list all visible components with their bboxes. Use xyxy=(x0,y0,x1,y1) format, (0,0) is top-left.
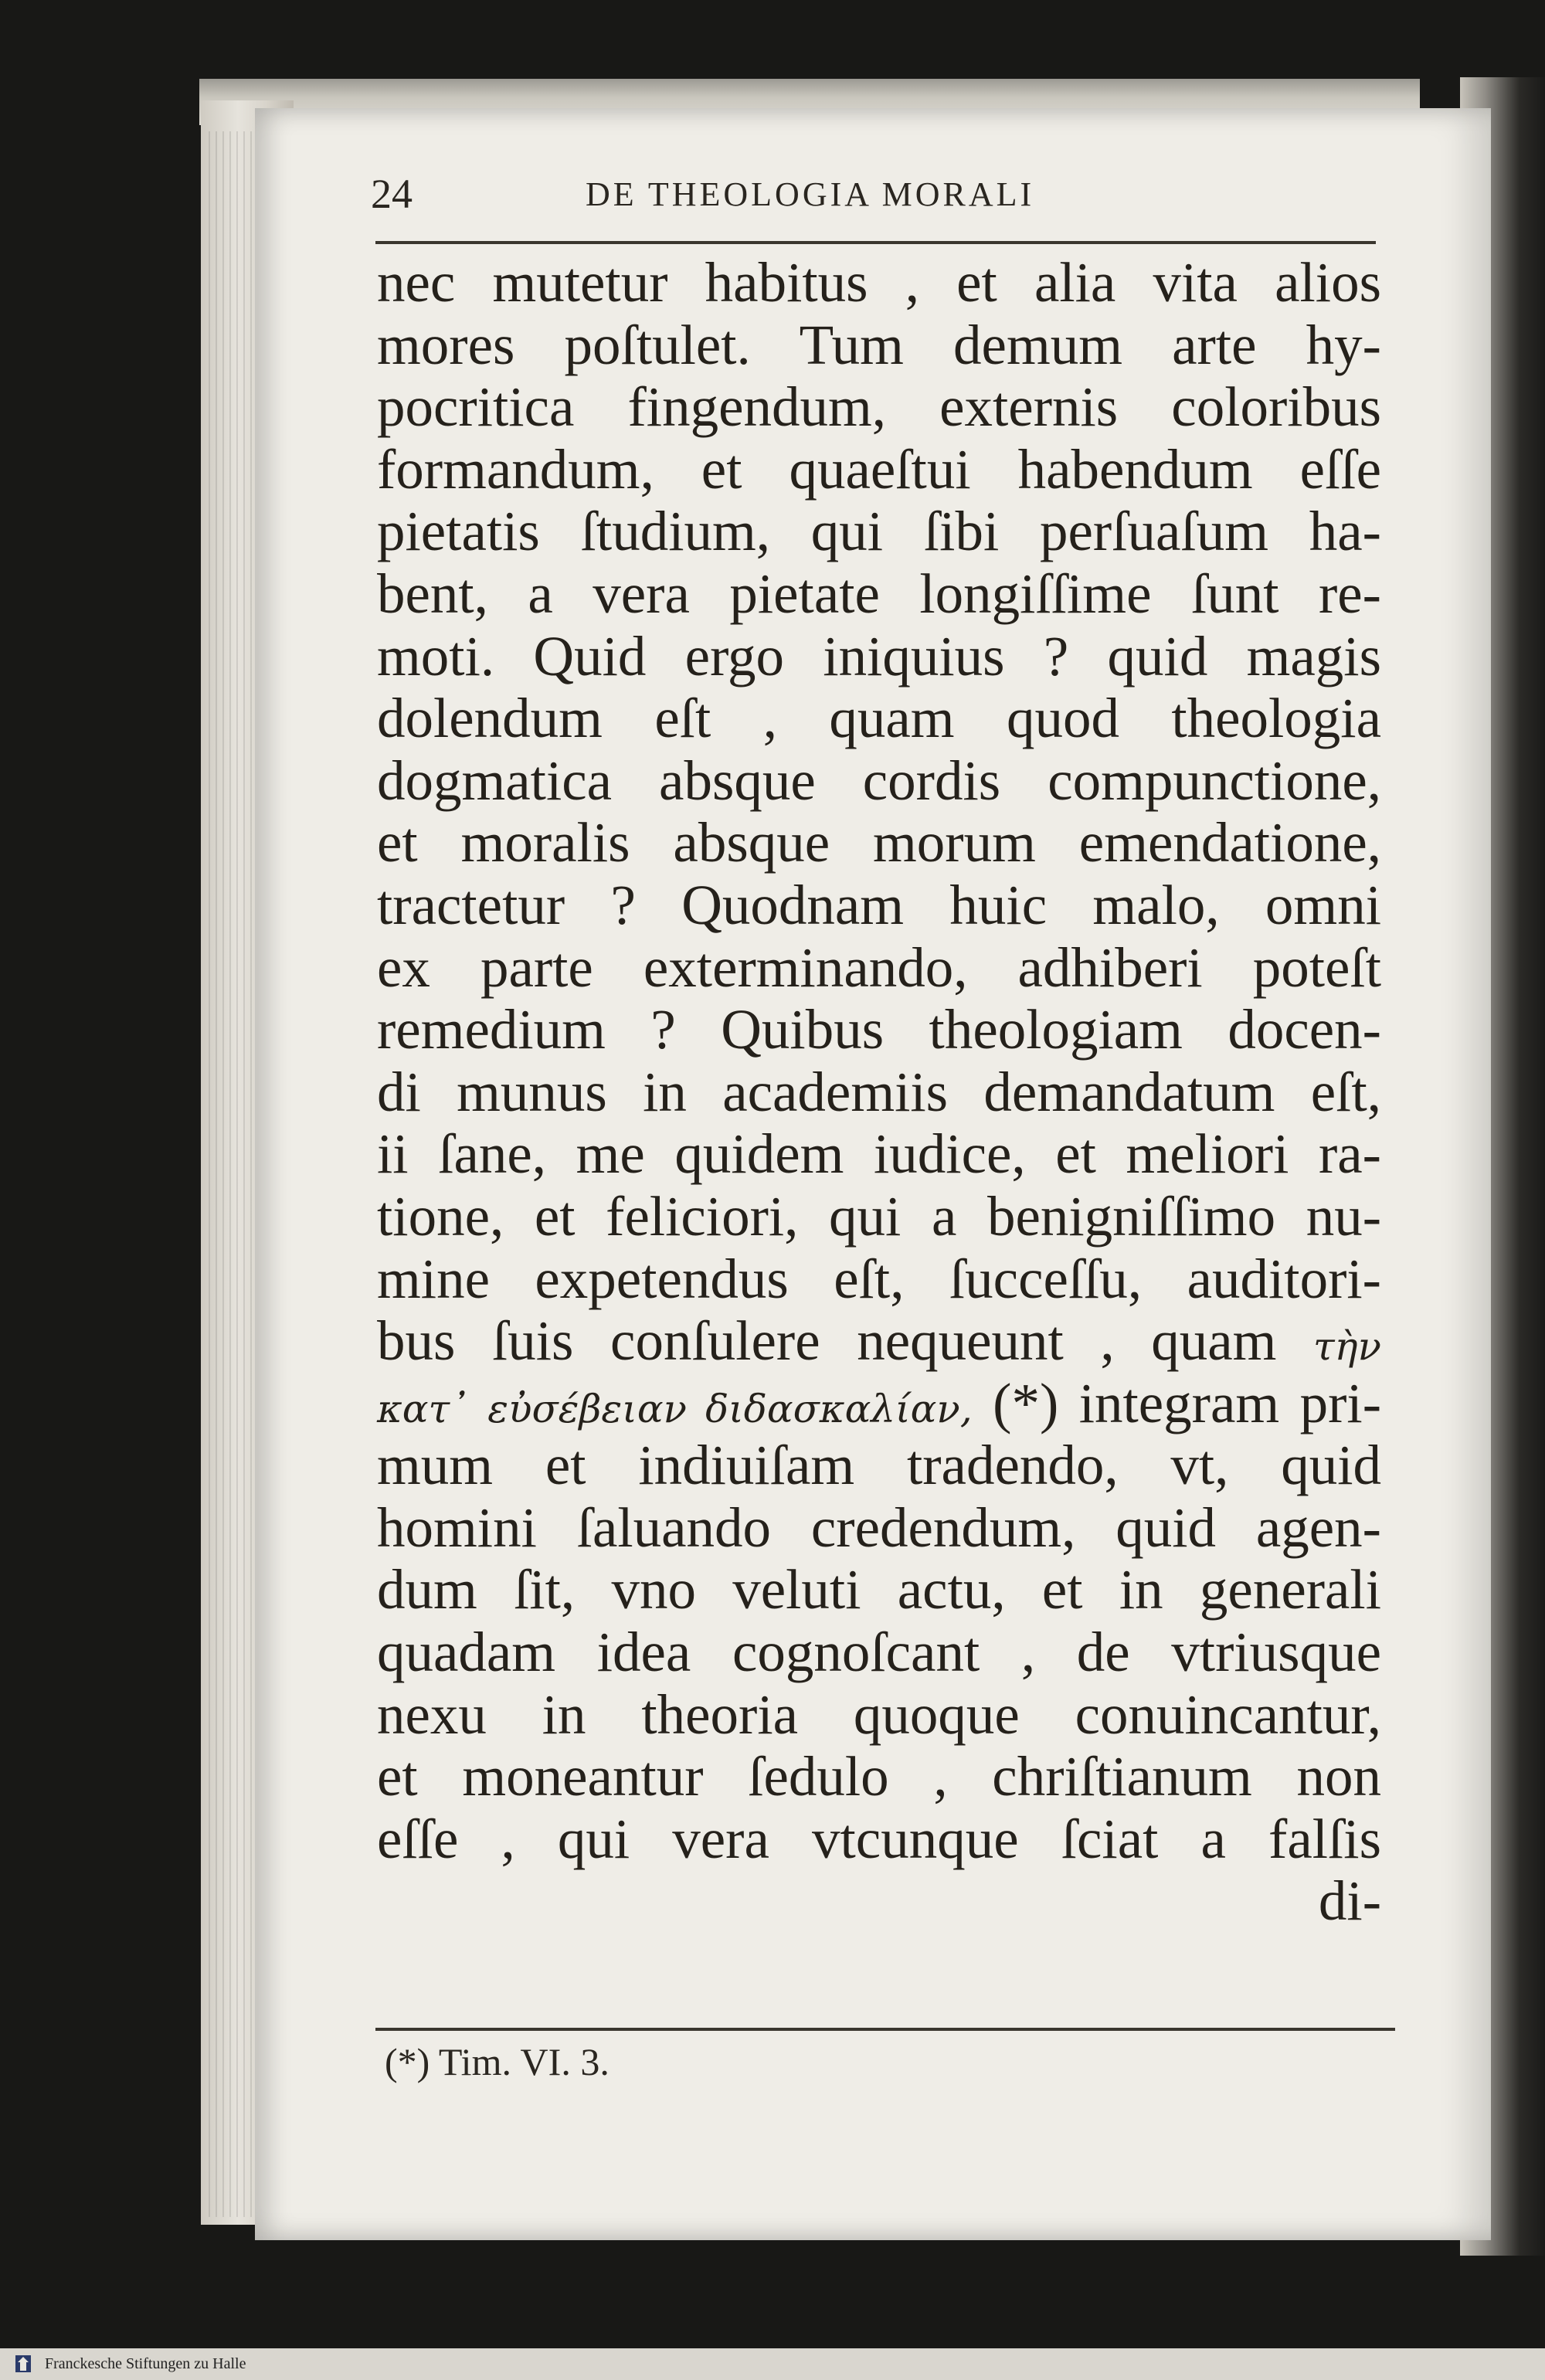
text-line: et moneantur ſedulo , chriſtianum non xyxy=(377,1745,1381,1808)
running-title: DE THEOLOGIA MORALI xyxy=(586,175,1035,213)
catchword: di- xyxy=(1318,1869,1381,1933)
text-line: dum ſit, vno veluti actu, et in generali xyxy=(377,1558,1381,1621)
text-line: quadam idea cognoſcant , de vtriusque xyxy=(377,1621,1381,1684)
text-line: eſſe , qui vera vtcunque ſciat a falſis xyxy=(377,1807,1381,1870)
body-text xyxy=(377,252,1381,1933)
text-line: ii ſane, me quidem iudice, et meliori ra- xyxy=(377,1122,1381,1186)
text-line: moti. Quid ergo iniquius ? quid magis xyxy=(377,624,1381,688)
header-rule xyxy=(375,241,1376,244)
text-line: mine expetendus eſt, ſucceſſu, auditori- xyxy=(377,1247,1381,1310)
text-line xyxy=(377,1373,1381,1435)
text-line: tione, et feliciori, qui a benigniſſimo nu- xyxy=(377,1184,1381,1248)
text-line: pocritica fingendum, externis coloribus xyxy=(377,375,1381,439)
text-line: nexu in theoria quoque conuincantur, xyxy=(377,1682,1381,1746)
text-line: bent, a vera pietate longiſſime ſunt re- xyxy=(377,562,1381,625)
footnote: (*) Tim. VI. 3. xyxy=(385,2040,610,2083)
greek-phrase: κατ᾽ εὐσέβειαν διδασκαλίαν, xyxy=(377,1386,973,1431)
text-segment: bus ſuis conſulere nequeunt , quam xyxy=(377,1309,1277,1373)
text-line: mores poſtulet. Tum demum arte hy- xyxy=(377,313,1381,376)
text-line: dolendum eſt , quam quod theologia xyxy=(377,687,1381,750)
page-header xyxy=(371,170,1375,232)
page-number: 24 xyxy=(371,171,413,217)
text-line: tractetur ? Quodnam huic malo, omni xyxy=(377,873,1381,936)
text-line: mum et indiuiſam tradendo, vt, quid xyxy=(377,1434,1381,1497)
text-line: remedium ? Quibus theologiam docen- xyxy=(377,998,1381,1061)
text-line: nec mutetur habitus , et alia vita alios xyxy=(377,251,1381,314)
text-line: formandum, et quaeſtui habendum eſſe xyxy=(377,437,1381,501)
text-segment: (*) integram pri- xyxy=(993,1371,1382,1434)
footnote-rule xyxy=(375,2028,1395,2031)
institution-logo-icon xyxy=(14,2354,32,2374)
text-line: dogmatica absque cordis compunctione, xyxy=(377,749,1381,812)
text-line: pietatis ſtudium, qui ſibi perſuaſum ha- xyxy=(377,500,1381,563)
text-line: di munus in academiis demandatum eſt, xyxy=(377,1060,1381,1123)
text-line xyxy=(377,1310,1381,1373)
text-line: ex parte exterminando, adhiberi poteſt xyxy=(377,935,1381,999)
institution-label: Franckesche Stiftungen zu Halle xyxy=(45,2355,246,2372)
text-line: homini ſaluando credendum, quid agen- xyxy=(377,1496,1381,1559)
greek-phrase: τὴν xyxy=(1312,1324,1381,1370)
text-line: et moralis absque morum emendatione, xyxy=(377,811,1381,874)
footer-bar xyxy=(0,2348,1545,2380)
